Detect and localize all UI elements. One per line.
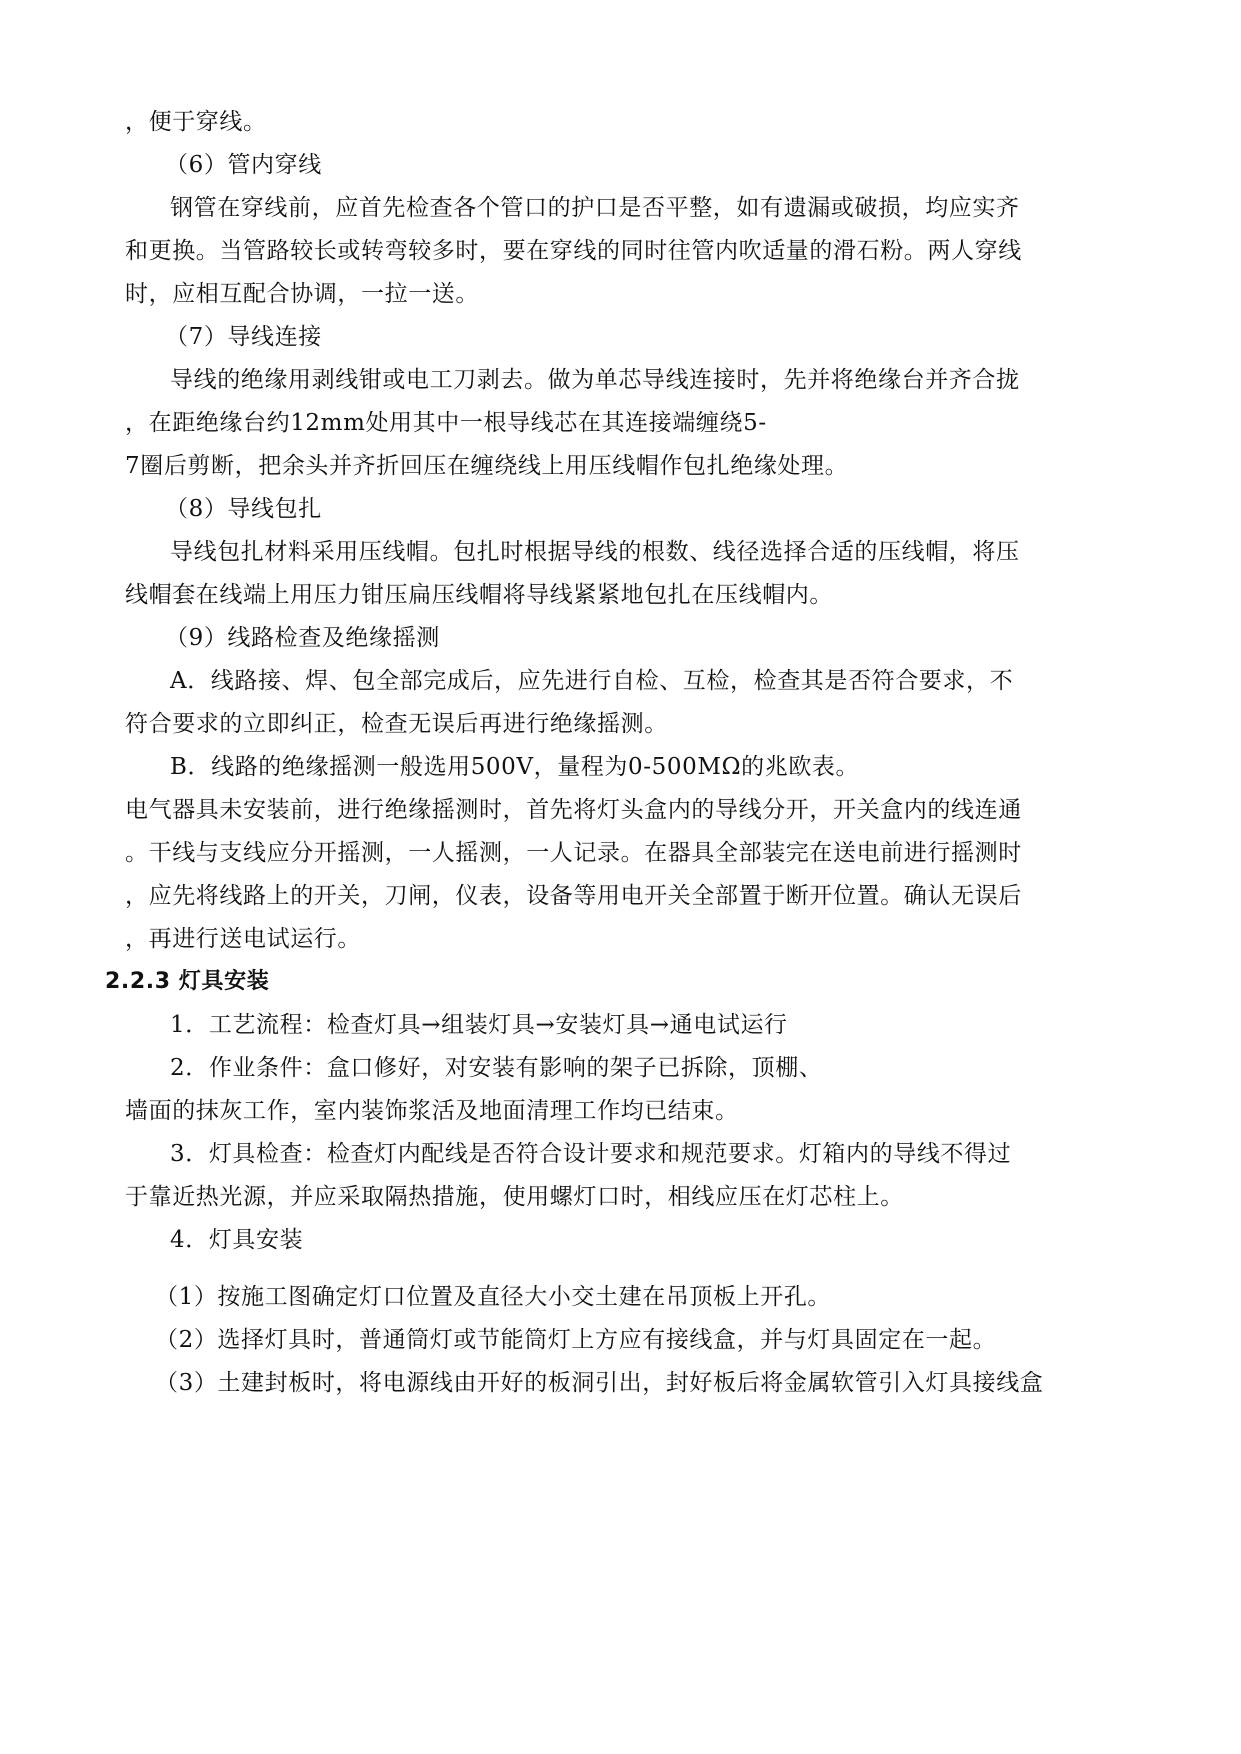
section-heading: 2.2.3 灯具安装 <box>105 969 270 994</box>
section-subheading: 4．灯具安装 <box>170 1227 304 1253</box>
text-line: 墙面的抹灰工作，室内装饰浆活及地面清理工作均已结束。 <box>125 1098 739 1124</box>
text-line: 1．工艺流程：检查灯具→组装灯具→安装灯具→通电试运行 <box>170 1012 788 1038</box>
section-subheading: （9）线路检查及绝缘摇测 <box>165 625 440 651</box>
list-item: （2）选择灯具时，普通筒灯或节能筒灯上方应有接线盒，并与灯具固定在一起。 <box>155 1327 997 1353</box>
text-line: 2．作业条件：盒口修好，对安装有影响的架子已拆除，顶棚、 <box>170 1055 823 1081</box>
text-line: ，便于穿线。 <box>125 109 267 135</box>
text-line: 3．灯具检查：检查灯内配线是否符合设计要求和规范要求。灯箱内的导线不得过 <box>170 1141 1012 1167</box>
list-item: （1）按施工图确定灯口位置及直径大小交土建在吊顶板上开孔。 <box>155 1284 832 1310</box>
text-line: ，应先将线路上的开关，刀闸，仪表，设备等用电开关全部置于断开位置。确认无误后 <box>125 883 1022 909</box>
text-line: ，再进行送电试运行。 <box>125 926 361 952</box>
list-item: （3）土建封板时，将电源线由开好的板洞引出，封好板后将金属软管引入灯具接线盒 <box>155 1370 1044 1396</box>
text-line: ，在距绝缘台约12mm处用其中一根导线芯在其连接端缠绕5- <box>125 410 767 436</box>
text-line: 。干线与支线应分开摇测，一人摇测，一人记录。在器具全部装完在送电前进行摇测时 <box>125 840 1022 866</box>
text-line: 导线包扎材料采用压线帽。包扎时根据导线的根数、线径选择合适的压线帽，将压 <box>170 539 1020 565</box>
section-subheading: （7）导线连接 <box>165 324 322 350</box>
text-line: 电气器具未安装前，进行绝缘摇测时，首先将灯头盒内的导线分开，开关盒内的线连通 <box>125 797 1022 823</box>
text-line: 时，应相互配合协调，一拉一送。 <box>125 281 479 307</box>
text-line: 符合要求的立即纠正，检查无误后再进行绝缘摇测。 <box>125 711 668 737</box>
section-subheading: （6）管内穿线 <box>165 152 322 178</box>
text-line: 线帽套在线端上用压力钳压扁压线帽将导线紧紧地包扎在压线帽内。 <box>125 582 833 608</box>
text-line: A．线路接、焊、包全部完成后，应先进行自检、互检，检查其是否符合要求，不 <box>170 668 1014 694</box>
text-line: 和更换。当管路较长或转弯较多时，要在穿线的同时往管内吹适量的滑石粉。两人穿线 <box>125 238 1022 264</box>
text-line: 于靠近热光源，并应采取隔热措施，使用螺灯口时，相线应压在灯芯柱上。 <box>125 1184 904 1210</box>
text-line: 7圈后剪断，把余头并齐折回压在缠绕线上用压线帽作包扎绝缘处理。 <box>125 453 849 479</box>
section-subheading: （8）导线包扎 <box>165 496 322 522</box>
text-line: B．线路的绝缘摇测一般选用500V，量程为0-500MΩ的兆欧表。 <box>170 754 860 780</box>
text-line: 钢管在穿线前，应首先检查各个管口的护口是否平整，如有遗漏或破损，均应实齐 <box>170 195 1020 221</box>
text-line: 导线的绝缘用剥线钳或电工刀剥去。做为单芯导线连接时，先并将绝缘台并齐合拢 <box>170 367 1020 393</box>
